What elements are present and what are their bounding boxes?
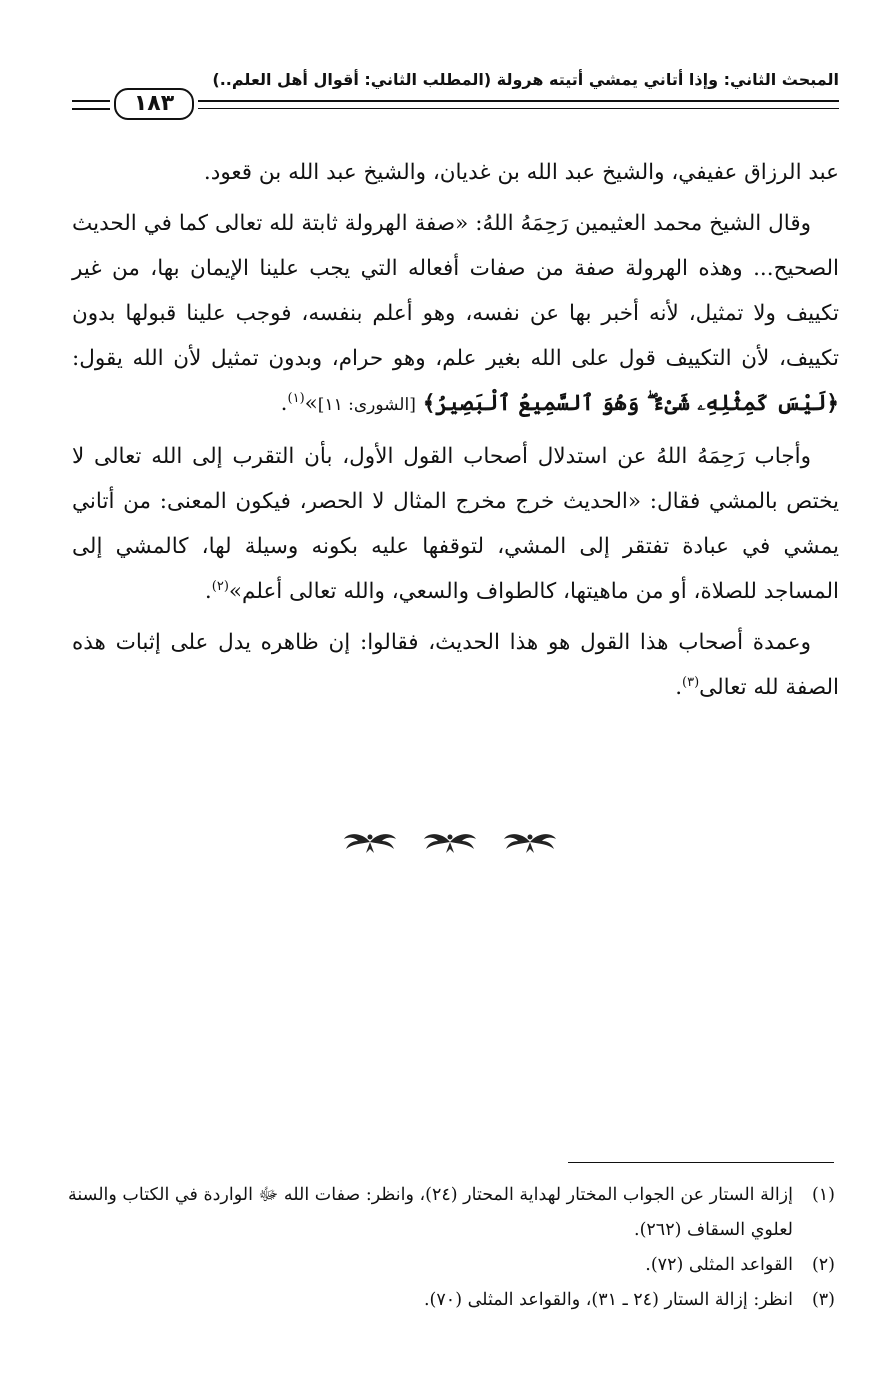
fleuron-icon <box>500 829 560 855</box>
footnote-text: إزالة الستار عن الجواب المختار لهداية المحتار (٢٤)، وانظر: صفات الله ﷻ الواردة في الكتاب والسنة لعلوي السقاف (٢٦٢). <box>67 1185 793 1240</box>
footnotes <box>60 1178 835 1318</box>
footnote-marker-2: (٢) <box>211 578 229 594</box>
header-rule-left-top <box>72 100 110 102</box>
fleuron-icon <box>420 829 480 855</box>
quote-text: وقال الشيخ محمد العثيمين رَحِمَهُ اللهُ: «صفة الهرولة ثابتة لله تعالى كما في الحديث الصحيح... وهذه الهرولة صفة من صفات أفعاله التي يجب علينا الإيمان بها، من غير تكييف ولا تمثيل، لأنه أخبر بها عن نفسه، وهو أعلم بنفسه، فوجب علينا قبولها بدون تكييف، لأن التكييف قول على الله بغير علم، وهو حرام، وبدون تمثيل لأن الله يقول: <box>72 211 839 371</box>
paragraph-continuation: عبد الرزاق عفيفي، والشيخ عبد الله بن غديان، والشيخ عبد الله بن قعود. <box>203 160 839 185</box>
paragraph-uthaymeen-quote <box>72 201 839 428</box>
footnote-1 <box>60 1178 835 1248</box>
footnote-number: (٣) <box>811 1290 835 1310</box>
header-rule-right-top <box>198 100 839 102</box>
footnote-number: (١) <box>811 1185 835 1205</box>
fleuron-icon <box>340 829 400 855</box>
sentence-end: . <box>280 391 288 416</box>
footnote-3 <box>60 1283 835 1318</box>
footnote-text: القواعد المثلى (٧٢). <box>645 1255 793 1275</box>
page-number: ١٨٣ <box>114 88 194 120</box>
verse-reference: [الشورى: ١١] <box>317 395 416 415</box>
paragraph-reply <box>72 434 839 614</box>
footnote-text: انظر: إزالة الستار (٢٤ ـ ٣١)، والقواعد المثلى (٧٠). <box>423 1290 793 1310</box>
reply-text: وأجاب رَحِمَهُ اللهُ عن استدلال أصحاب القول الأول، بأن التقرب إلى الله تعالى لا يختص بالمشي فقال: «الحديث خرج مخرج المثال لا الحصر، فيكون المعنى: من أتاني يمشي في عبادة تفتقر إلى المشي، لتوقفها عليه بكونه وسيلة لها، كالمشي إلى المساجد للصلاة، أو من ماهيتها، كالطواف والسعي، والله تعالى أعلم» <box>72 444 839 604</box>
paragraph-basis <box>72 620 839 710</box>
sentence-end: . <box>675 675 683 700</box>
quran-verse: ﴿لَيْسَ كَمِثْلِهِۦ شَىْءٌ ۖ وَهُوَ ٱلسَّمِيعُ ٱلْبَصِيرُ﴾ <box>422 391 839 416</box>
footnote-number: (٢) <box>811 1255 835 1275</box>
header-rule-left-bottom <box>72 108 110 110</box>
footnote-marker-3: (٣) <box>682 674 700 690</box>
running-header-title: المبحث الثاني: وإذا أتاني يمشي أتيته هرولة (المطلب الثاني: أقوال أهل العلم..) <box>212 70 839 89</box>
footnote-separator <box>568 1162 834 1163</box>
main-text <box>72 150 839 716</box>
footnote-2 <box>60 1248 835 1283</box>
sentence-end: . <box>204 579 212 604</box>
footnote-marker-1: (١) <box>287 390 305 406</box>
quote-close: » <box>304 391 318 416</box>
basis-text: وعمدة أصحاب هذا القول هو هذا الحديث، فقالوا: إن ظاهره يدل على إثبات هذه الصفة لله تعالى <box>72 630 839 700</box>
section-ornament <box>340 826 560 858</box>
header-rule-right-bottom <box>198 108 839 109</box>
